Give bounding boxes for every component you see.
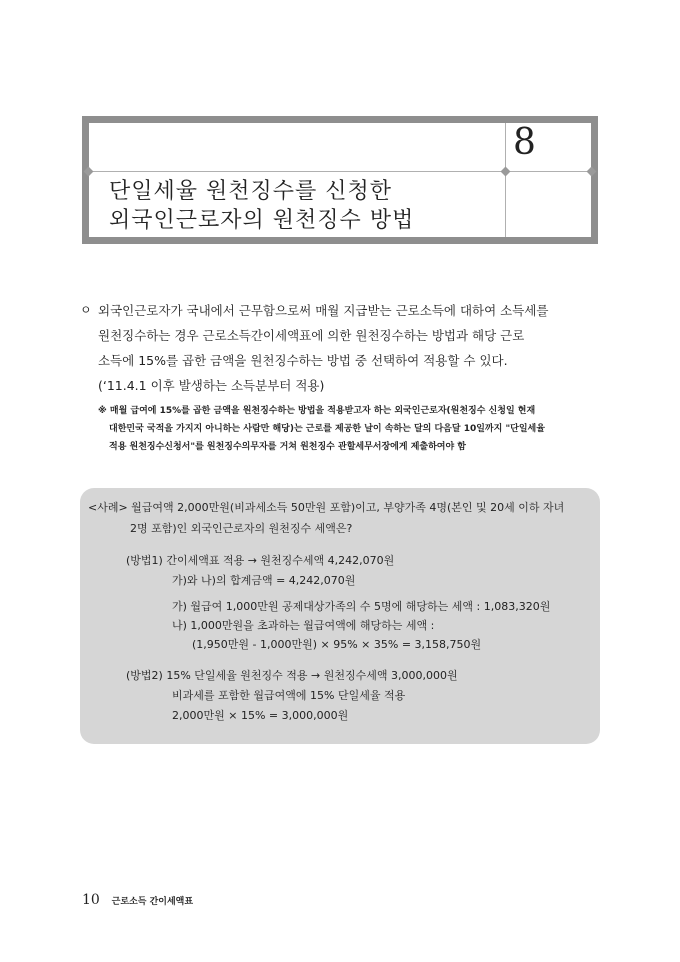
chapter-title [109, 177, 414, 235]
main-paragraph [80, 298, 600, 398]
diamond-ornament-icon [84, 167, 94, 177]
note-line: 대한민국 국적을 가지지 아니하는 사람만 해당)는 근로를 제공한 날이 속하는 달의 다음달 10일까지 "단일세율 [109, 424, 545, 434]
example-box [80, 488, 600, 744]
diamond-ornament-icon [501, 167, 511, 177]
paragraph-line: 소득에 15%를 곱한 금액을 원천징수하는 방법 중 선택하여 적용할 수 있다. [98, 353, 508, 368]
note-block [98, 402, 598, 456]
chapter-header [82, 116, 598, 244]
footer-title: 근로소득 간이세액표 [111, 897, 194, 907]
header-divider-vertical [505, 123, 506, 237]
paragraph-line: 외국인근로자가 국내에서 근무함으로써 매월 지급받는 근로소득에 대하여 소득세를 [98, 303, 549, 318]
diamond-ornament-icon [587, 167, 597, 177]
chapter-title-line: 단일세율 원천징수를 신청한 [109, 179, 393, 204]
note-line: 적용 원천징수신청서"를 원천징수의무자를 거쳐 원천징수 관할세무서장에게 제출하여야 함 [109, 442, 466, 452]
method1-sum: 가)와 나)의 합계금액 = 4,242,070원 [172, 574, 356, 587]
example-case-line: 2명 포함)인 외국인근로자의 원천징수 세액은? [130, 522, 353, 535]
method2-calc: 2,000만원 × 15% = 3,000,000원 [172, 709, 349, 722]
method1-item-b: 나) 1,000만원을 초과하는 월급여액에 해당하는 세액 : [172, 619, 435, 632]
header-divider-horizontal [89, 171, 591, 172]
note-line: ※ 매월 급여에 15%를 곱한 금액을 원천징수하는 방법을 적용받고자 하는 외국인근로자(원천징수 신청일 현재 [98, 406, 536, 416]
chapter-title-line: 외국인근로자의 원천징수 방법 [109, 208, 415, 233]
page-footer [82, 892, 193, 908]
method1-item-b-calc: (1,950만원 - 1,000만원) × 95% × 35% = 3,158,750원 [192, 638, 482, 651]
bullet-icon: ㅇ [80, 303, 92, 317]
method1-line: (방법1) 간이세액표 적용 → 원천징수세액 4,242,070원 [126, 554, 395, 567]
paragraph-line: (‘11.4.1 이후 발생하는 소득분부터 적용) [98, 378, 325, 393]
method1-item-a: 가) 월급여 1,000만원 공제대상가족의 수 5명에 해당하는 세액 : 1,083,320원 [172, 600, 551, 613]
page-number: 10 [82, 892, 100, 908]
chapter-number: 8 [513, 122, 536, 163]
paragraph-line: 원천징수하는 경우 근로소득간이세액표에 의한 원천징수하는 방법과 해당 근로 [98, 328, 525, 343]
method2-desc: 비과세를 포함한 월급여액에 15% 단일세율 적용 [172, 689, 406, 702]
method2-line: (방법2) 15% 단일세율 원천징수 적용 → 원천징수세액 3,000,000원 [126, 669, 458, 682]
example-case-line: <사례> 월급여액 2,000만원(비과세소득 50만원 포함)이고, 부양가족 4명(본인 및 20세 이하 자녀 [88, 501, 565, 514]
